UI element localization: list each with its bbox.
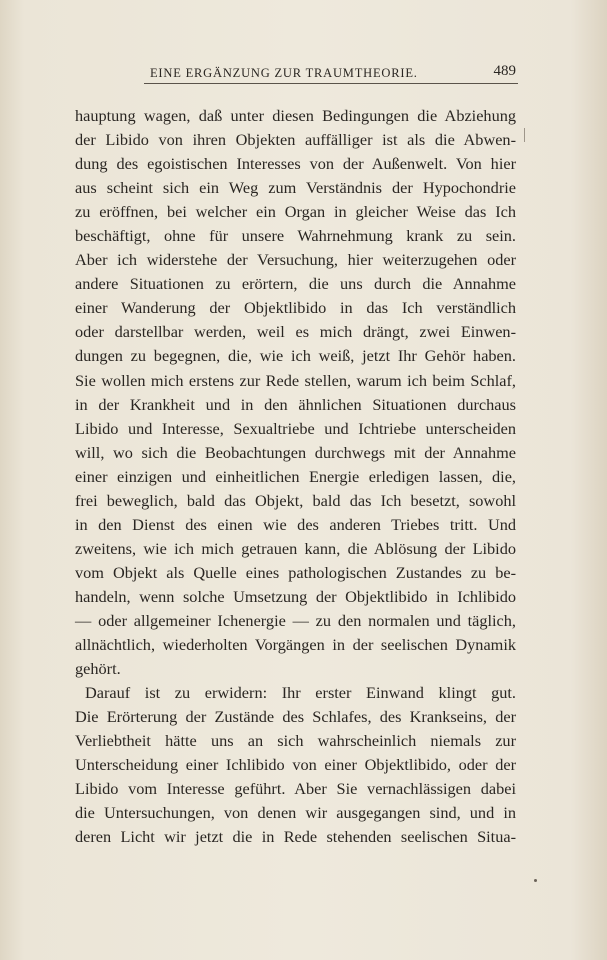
body-text bbox=[75, 104, 516, 849]
text-line: Verliebtheit hätte uns an sich wahrscheinlich niemals zur bbox=[75, 731, 516, 751]
running-title: EINE ERGÄNZUNG ZUR TRAUMTHEORIE. bbox=[150, 66, 418, 80]
page-number: 489 bbox=[493, 63, 516, 79]
text-line: beschäftigt, ohne für unsere Wahrnehmung krank zu sein. bbox=[75, 226, 516, 246]
text-line: — oder allgemeiner Ichenergie — zu den normalen und täglich, bbox=[75, 610, 516, 630]
text-line: einer Wanderung der Objektlibido in das Ich verständlich bbox=[75, 298, 516, 318]
running-header bbox=[150, 63, 516, 83]
paper-speck bbox=[534, 879, 537, 882]
text-line: dungen zu begegnen, die, wie ich weiß, jetzt Ihr Gehör haben. bbox=[75, 346, 516, 366]
paragraph-end-line: gehört. bbox=[75, 659, 121, 679]
text-line: frei beweglich, bald das Objekt, bald das Ich besetzt, sowohl bbox=[75, 490, 516, 510]
text-line: in den Dienst des einen wie des anderen Triebes tritt. Und bbox=[75, 514, 516, 534]
text-line: die Untersuchungen, von denen wir ausgegangen sind, und in bbox=[75, 803, 516, 823]
text-line: zu eröffnen, bei welcher ein Organ in gleicher Weise das Ich bbox=[75, 202, 516, 222]
text-line: dung des egoistischen Interesses von der Außenwelt. Von hier bbox=[75, 154, 516, 174]
text-line: Libido und Interesse, Sexualtriebe und Ichtriebe unterscheiden bbox=[75, 418, 516, 438]
text-line: zweitens, wie ich mich getrauen kann, die Ablösung der Libido bbox=[75, 538, 516, 558]
text-line: Sie wollen mich erstens zur Rede stellen, warum ich beim Schlaf, bbox=[75, 370, 516, 390]
text-line: der Libido von ihren Objekten auffälliger ist als die Abwen- bbox=[75, 130, 516, 150]
text-line: in der Krankheit und in den ähnlichen Situationen durchaus bbox=[75, 394, 516, 414]
text-line: vom Objekt als Quelle eines pathologischen Zustandes zu be- bbox=[75, 562, 516, 582]
text-line: Libido vom Interesse geführt. Aber Sie vernachlässigen dabei bbox=[75, 779, 516, 799]
text-line: hauptung wagen, daß unter diesen Bedingungen die Abziehung bbox=[75, 106, 516, 125]
text-line: oder darstellbar werden, weil es mich drängt, zwei Einwen- bbox=[75, 322, 516, 342]
text-line: Aber ich widerstehe der Versuchung, hier weiterzugehen oder bbox=[75, 250, 516, 270]
text-line: Die Erörterung der Zustände des Schlafes, des Krankseins, der bbox=[75, 707, 516, 727]
text-line: deren Licht wir jetzt die in Rede stehenden seelischen Situa- bbox=[75, 827, 516, 847]
text-line: andere Situationen zu erörtern, die uns durch die Annahme bbox=[75, 274, 516, 294]
paragraph-start-line: Darauf ist zu erwidern: Ihr erster Einwand klingt gut. bbox=[85, 683, 516, 703]
header-rule bbox=[144, 83, 518, 84]
text-line: Unterscheidung einer Ichlibido von einer Objektlibido, oder der bbox=[75, 755, 516, 775]
text-line: handeln, wenn solche Umsetzung der Objektlibido in Ichlibido bbox=[75, 586, 516, 606]
text-line: einer einzigen und einheitlichen Energie erledigen lassen, die, bbox=[75, 466, 516, 486]
text-line: aus scheint sich ein Weg zum Verständnis der Hypochondrie bbox=[75, 178, 516, 198]
text-line: allnächtlich, wiederholten Vorgängen in der seelischen Dynamik bbox=[75, 635, 516, 655]
text-line: will, wo sich die Beobachtungen durchwegs mit der Annahme bbox=[75, 442, 516, 462]
margin-mark bbox=[524, 128, 525, 142]
